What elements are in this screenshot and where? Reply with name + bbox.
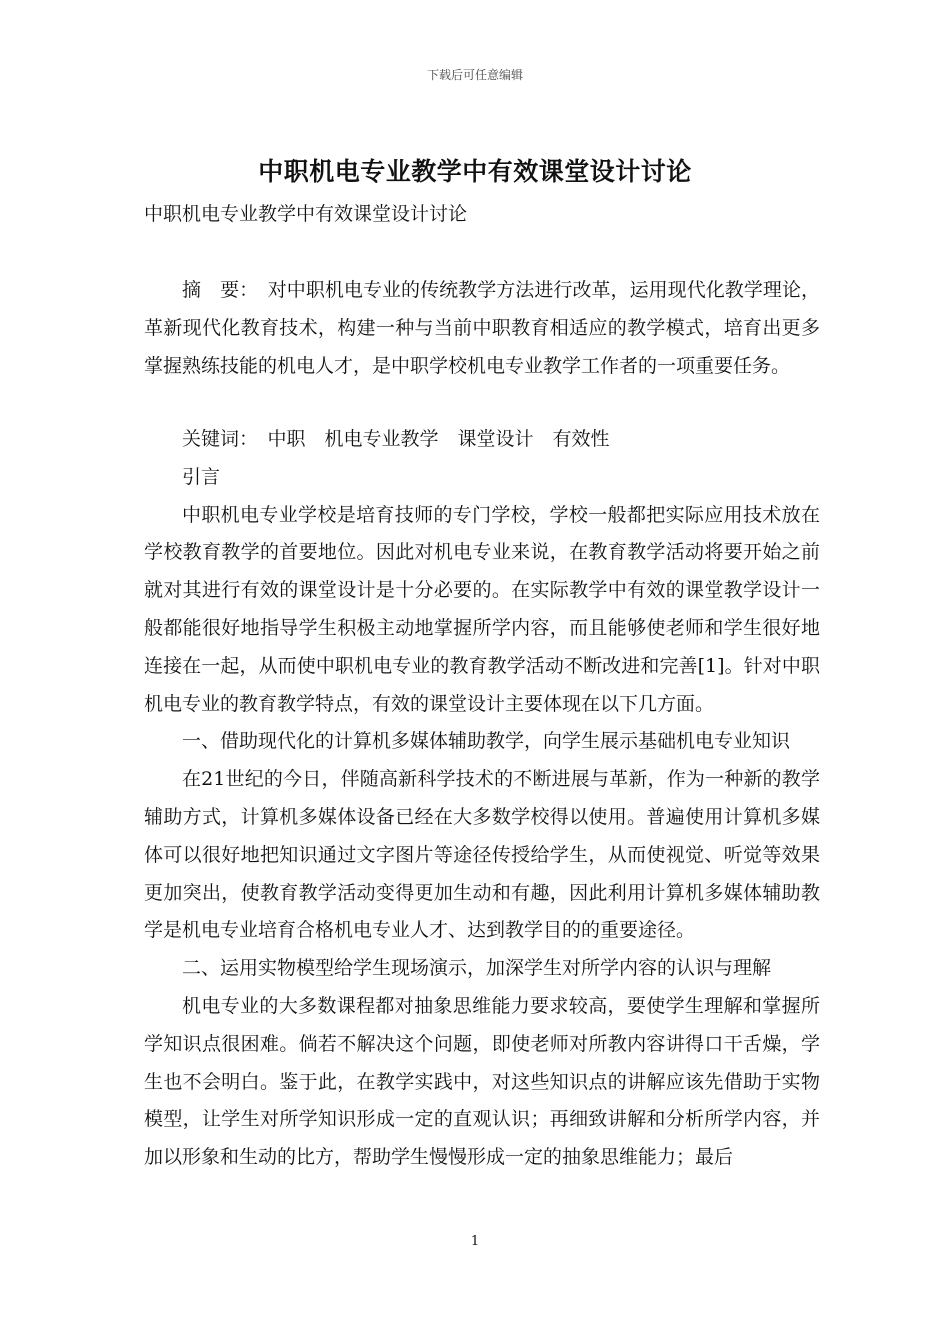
document-title: 中职机电专业教学中有效课堂设计讨论 (258, 157, 692, 186)
page-header-note: 下载后可任意编辑 (426, 68, 523, 82)
section-heading-2: 二、运用实物模型给学生现场演示，加深学生对所学内容的认识与理解 (182, 957, 772, 980)
body-paragraph: 机电专业的大多数课程都对抽象思维能力要求较高，要使学生理解和掌握所学知识点很困难。倘若不解决这个问题，即使老师对所教内容讲得口干舌燥，学生也不会明白。鉴于此，在教学实践中，对这些知识点的讲解应该先借助于实物模型，让学生对所学知识形成一定的直观认识；再细致讲解和分析所学内容，并加以形象和生动的比方，帮助学生慢慢形成一定的抽象思维能力；最后 (144, 994, 820, 1169)
main-body (144, 421, 820, 1177)
section-heading-1: 一、借助现代化的计算机多媒体辅助教学，向学生展示基础机电专业知识 (182, 730, 791, 753)
document-subtitle: 中职机电专业教学中有效课堂设计讨论 (144, 203, 468, 225)
page-number: 1 (470, 1234, 480, 1249)
body-paragraph: 中职机电专业学校是培育技师的专门学校，学校一般都把实际应用技术放在学校教育教学的首要地位。因此对机电专业来说，在教育教学活动将要开始之前就对其进行有效的课堂设计是十分必要的。在实际教学中有效的课堂教学设计一般都能很好地指导学生积极主动地掌握所学内容，而且能够使老师和学生很好地连接在一起，从而使中职机电专业的教育教学活动不断改进和完善[1]。针对中职机电专业的教育教学特点，有效的课堂设计主要体现在以下几方面。 (144, 503, 820, 715)
abstract-section (144, 272, 820, 385)
keywords-line: 关键词： 中职 机电专业教学 课堂设计 有效性 (182, 428, 610, 450)
section-heading-intro: 引言 (182, 465, 221, 488)
abstract-paragraph: 摘 要： 对中职机电专业的传统教学方法进行改革，运用现代化教学理论，革新现代化教育技术，构建一种与当前中职教育相适应的教学模式，培育出更多掌握熟练技能的机电人才，是中职学校机电专业教学工作者的一项重要任务。 (144, 279, 820, 377)
body-paragraph: 在21世纪的今日，伴随高新科学技术的不断进展与革新，作为一种新的教学辅助方式，计算机多媒体设备已经在大多数学校得以使用。普遍使用计算机多媒体可以很好地把知识通过文字图片等途径传授给学生，从而使视觉、听觉等效果更加突出，使教育教学活动变得更加生动和有趣，因此利用计算机多媒体辅助教学是机电专业培育合格机电专业人才、达到教学目的的重要途径。 (144, 768, 820, 942)
